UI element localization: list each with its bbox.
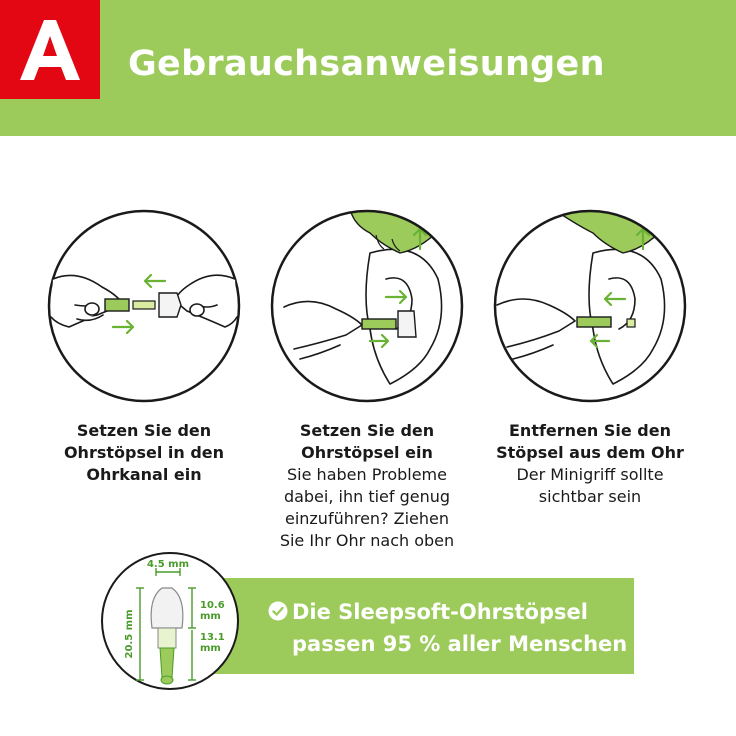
- step2-body-line: einzuführen? Ziehen: [284, 509, 450, 528]
- brand-logo: [0, 0, 100, 99]
- step3-title-line: Entfernen Sie den: [509, 421, 671, 440]
- info-line-2: passen 95 % aller Menschen: [292, 632, 628, 656]
- logo-a-icon: [0, 0, 100, 99]
- step2-body-line: Sie Ihr Ohr nach oben: [279, 531, 455, 550]
- step3-title-line: Stöpsel aus dem Ohr: [496, 443, 684, 462]
- info-line-1: Die Sleepsoft-Ohrstöpsel: [292, 600, 588, 624]
- step2-body-line: Sie haben Probleme: [287, 465, 447, 484]
- earplug-size-diagram: [100, 548, 250, 694]
- dim-top-width: 4.5 mm: [146, 559, 190, 570]
- step2-title-line: Ohrstöpsel ein: [301, 443, 433, 462]
- dim-stem-value: 13.1: [200, 632, 225, 643]
- dim-tip-value: 10.6: [200, 600, 225, 611]
- step3-body-line: sichtbar sein: [538, 487, 642, 506]
- dim-total-length: 20.5 mm: [124, 609, 135, 659]
- step2-body-line: dabei, ihn tief genug: [283, 487, 451, 506]
- header-banner: [0, 0, 736, 136]
- step1-illustration: [47, 209, 241, 403]
- dim-stem-unit: mm: [200, 643, 221, 654]
- step3-body-line: Der Minigriff sollte: [516, 465, 664, 484]
- step1-title-line: Setzen Sie den: [76, 421, 212, 440]
- dim-tip-unit: mm: [200, 611, 221, 622]
- step1-text: [24, 420, 264, 486]
- info-text: [292, 596, 632, 660]
- page-title: Gebrauchsanweisungen: [128, 44, 605, 84]
- step2-title-line: Setzen Sie den: [299, 421, 435, 440]
- step1-title-line: Ohrstöpsel in den: [63, 443, 225, 462]
- step2-illustration: [270, 209, 464, 403]
- check-circle-icon: [268, 601, 288, 621]
- step3-text: [470, 420, 710, 508]
- step1-title-line: Ohrkanal ein: [86, 465, 202, 484]
- step2-text: [247, 420, 487, 552]
- step3-illustration: [493, 209, 687, 403]
